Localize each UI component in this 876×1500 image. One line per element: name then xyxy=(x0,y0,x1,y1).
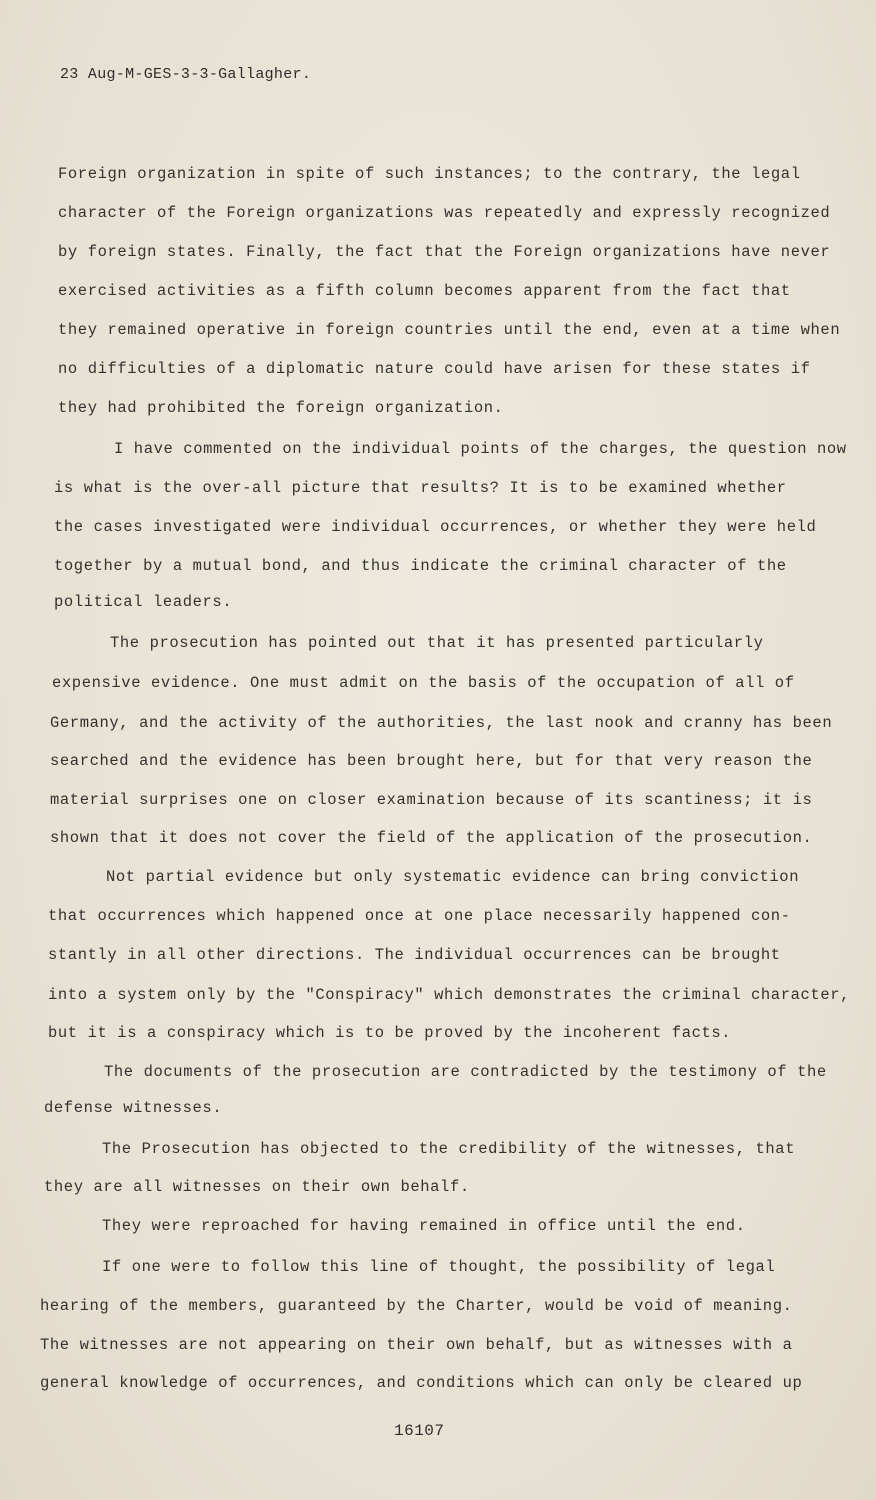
text-line: but it is a conspiracy which is to be proved by the incoherent facts. xyxy=(48,1024,732,1042)
text-line: is what is the over-all picture that results? It is to be examined whether xyxy=(54,479,787,497)
text-line: The witnesses are not appearing on their own behalf, but as witnesses with a xyxy=(40,1336,793,1354)
text-line: political leaders. xyxy=(54,593,233,611)
text-line: shown that it does not cover the field of the application of the prosecution. xyxy=(50,829,813,847)
text-line: hearing of the members, guaranteed by the Charter, would be void of meaning. xyxy=(40,1297,793,1315)
text-line: they had prohibited the foreign organization. xyxy=(58,399,504,417)
page-number: 16107 xyxy=(394,1422,445,1440)
text-line: together by a mutual bond, and thus indicate the criminal character of the xyxy=(54,557,787,575)
text-line: Germany, and the activity of the authorities, the last nook and cranny has been xyxy=(50,714,833,732)
text-line: no difficulties of a diplomatic nature could have arisen for these states if xyxy=(58,360,811,378)
text-line: they are all witnesses on their own behalf. xyxy=(44,1178,470,1196)
text-line: exercised activities as a fifth column becomes apparent from the fact that xyxy=(58,282,791,300)
text-line: character of the Foreign organizations was repeatedly and expressly recognized xyxy=(58,204,831,222)
text-line: They were reproached for having remained in office until the end. xyxy=(102,1217,746,1235)
text-line: If one were to follow this line of thought, the possibility of legal xyxy=(102,1258,776,1276)
text-line: by foreign states. Finally, the fact that the Foreign organizations have never xyxy=(58,243,831,261)
text-line: defense witnesses. xyxy=(44,1099,223,1117)
text-line: The prosecution has pointed out that it has presented particularly xyxy=(110,634,764,652)
document-header: 23 Aug-M-GES-3-3-Gallagher. xyxy=(60,66,312,83)
text-line: the cases investigated were individual occurrences, or whether they were held xyxy=(54,518,817,536)
text-line: that occurrences which happened once at one place necessarily happened con- xyxy=(48,907,791,925)
text-line: searched and the evidence has been brought here, but for that very reason the xyxy=(50,752,813,770)
text-line: Foreign organization in spite of such instances; to the contrary, the legal xyxy=(58,165,801,183)
text-line: The Prosecution has objected to the credibility of the witnesses, that xyxy=(102,1140,796,1158)
text-line: The documents of the prosecution are contradicted by the testimony of the xyxy=(104,1063,827,1081)
text-line: expensive evidence. One must admit on the basis of the occupation of all of xyxy=(52,674,795,692)
text-line: into a system only by the "Conspiracy" which demonstrates the criminal character, xyxy=(48,986,851,1004)
text-line: I have commented on the individual points of the charges, the question now xyxy=(114,440,847,458)
text-line: Not partial evidence but only systematic evidence can bring conviction xyxy=(106,868,800,886)
text-line: general knowledge of occurrences, and conditions which can only be cleared up xyxy=(40,1374,803,1392)
text-line: material surprises one on closer examination because of its scantiness; it is xyxy=(50,791,813,809)
text-line: stantly in all other directions. The individual occurrences can be brought xyxy=(48,946,781,964)
text-line: they remained operative in foreign countries until the end, even at a time when xyxy=(58,321,841,339)
